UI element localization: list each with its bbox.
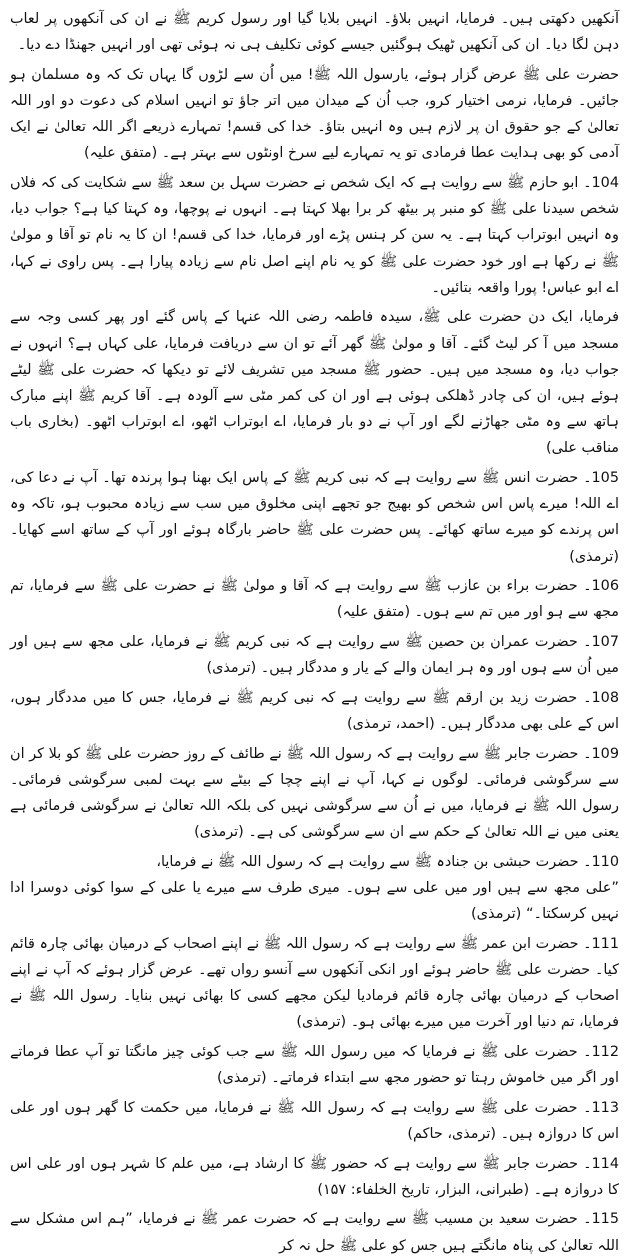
hadith-108: 108۔ حضرت زید بن ارقم ﷺ سے روایت ہے کہ نبی کریم ﷺ نے فرمایا، جس کا میں مددگار ہوں، اس کے علی بھی مددگار ہیں۔ (احمد، ترمذی) [10,689,619,733]
paragraph: فرمایا، ایک دن حضرت علی ﷺ، سیدہ فاطمہ رضی اللہ عنہا کے پاس گئے اور پھر کسی وجہ سے مسجد میں آ کر لیٹ گئے۔ آقا و مولیٰ ﷺ گھر آئے تو ان سے دریافت فرمایا، علی کہاں ہے؟ انہوں نے جواب دیا، وہ مسجد میں ہیں۔ حضور ﷺ مسجد میں تشریف لائے تو دیکھا کہ حضرت علی ﷺ لیٹے ہوئے ہیں، ان کی چادر ڈھلکی ہوئی ہے اور ان کی کمر مٹی سے آلودہ ہے۔ آقا کریم ﷺ اپنے مبارک ہاتھ سے وہ مٹی جھاڑنے لگے اور آپ نے دو بار فرمایا، اے ابوتراب اٹھو، اے ابوتراب اٹھو۔ (بخاری باب مناقب علی) [10,309,619,457]
hadith-113: 113۔ حضرت علی ﷺ سے روایت ہے کہ رسول اللہ ﷺ نے فرمایا، میں حکمت کا گھر ہوں اور علی اس کا دروازہ ہیں۔ (ترمذی، حاکم) [10,1099,619,1143]
hadith-107: 107۔ حضرت عمران بن حصین ﷺ سے روایت ہے کہ نبی کریم ﷺ نے فرمایا، علی مجھ سے ہیں اور میں اُن سے ہوں اور وہ ہر ایمان والے کے یار و مددگار ہیں۔ (ترمذی) [10,634,619,677]
paragraph: حضرت علی ﷺ عرض گزار ہوئے، یارسول اللہ ﷺ! میں اُن سے لڑوں گا یہاں تک کہ وہ مسلمان ہو جائیں۔ فرمایا، نرمی اختیار کرو، جب اُن کے میدان میں اتر جاؤ تو انہیں اسلام کی دعوت دو اور اللہ تعالیٰ کے جو حقوق ان پر لازم ہیں وہ انہیں بتاؤ۔ خدا کی قسم! تمہارے ذریعے اگر اللہ تعالیٰ نے ایک آدمی کو بھی ہدایت عطا فرمادی تو یہ تمہارے لیے سرخ اونٹوں سے بہتر ہے۔ (متفق علیہ) [10,66,619,162]
hadith-110: 110۔ حضرت حبشی بن جنادہ ﷺ سے روایت ہے کہ رسول اللہ ﷺ نے فرمایا، [156,853,619,870]
hadith-106: 106۔ حضرت براء بن عازب ﷺ سے روایت ہے کہ آقا و مولیٰ ﷺ نے حضرت علی ﷺ سے فرمایا، تم مجھ سے ہو اور میں تم سے ہوں۔ (متفق علیہ) [10,578,619,621]
hadith-110-quote: ”علی مجھ سے ہیں اور میں علی سے ہوں۔ میری طرف سے میرے یا علی کے سوا کوئی دوسرا ادا نہیں کرسکتا۔“ (ترمذی) [10,879,619,923]
paragraph: آنکھیں دکھتی ہیں۔ فرمایا، انہیں بلاؤ۔ انہیں بلایا گیا اور رسول کریم ﷺ نے ان کی آنکھوں پر لعاب دہن لگا دیا۔ ان کی آنکھیں ٹھیک ہوگئیں جیسے کوئی تکلیف ہی نہ ہوئی تھی اور انہیں جھنڈا دے دیا۔ [10,11,619,54]
hadith-111: 111۔ حضرت ابن عمر ﷺ سے روایت ہے کہ رسول اللہ ﷺ نے اپنے اصحاب کے درمیان بھائی چارہ قائم کیا۔ حضرت علی ﷺ حاضر ہوئے اور انکی آنکھوں سے آنسو رواں تھے۔ عرض گزار ہوئے کہ آپ نے اپنے اصحاب کے درمیان بھائی چارہ قائم فرمادیا لیکن مجھے کسی کا بھائی نہیں بنایا۔ رسول اللہ ﷺ نے فرمایا، تم دنیا اور آخرت میں میرے بھائی ہو۔ (ترمذی) [10,935,619,1031]
hadith-109: 109۔ حضرت جابر ﷺ سے روایت ہے کہ رسول اللہ ﷺ نے طائف کے روز حضرت علی ﷺ کو بلا کر ان سے سرگوشی فرمائی۔ لوگوں نے کہا، آپ نے اپنے چچا کے بیٹے سے بہت لمبی سرگوشی فرمائی۔ رسول اللہ ﷺ نے فرمایا، میں نے اُن سے سرگوشی نہیں کی بلکہ اللہ تعالیٰ نے سرگوشی فرمائی ہے یعنی میں نے اللہ تعالیٰ کے حکم سے ان سے سرگوشی کی ہے۔ (ترمذی) [10,745,619,841]
hadith-114: 114۔ حضرت جابر ﷺ سے روایت ہے کہ حضور ﷺ کا ارشاد ہے، میں علم کا شہر ہوں اور علی اس کا دروازہ ہے۔ (طبرانی، البزار، تاریخ الخلفاء: ۱۵۷) [10,1155,619,1198]
hadith-115: 115۔ حضرت سعید بن مسیب ﷺ سے روایت ہے کہ حضرت عمر ﷺ نے فرمایا، ”ہم اس مشکل سے اللہ تعالیٰ کی پناہ مانگتے ہیں جس کو علی ﷺ حل نہ کر [10,1211,619,1254]
hadith-112: 112۔ حضرت علی ﷺ نے فرمایا کہ میں رسول اللہ ﷺ سے جب کوئی چیز مانگتا تو آپ عطا فرماتے اور اگر میں خاموش رہتا تو حضور مجھ سے ابتداء فرماتے۔ (ترمذی) [10,1044,619,1087]
hadith-104: 104۔ ابو حازم ﷺ سے روایت ہے کہ ایک شخص نے حضرت سہل بن سعد ﷺ سے شکایت کی کہ فلاں شخص سیدنا علی ﷺ کو منبر پر بیٹھ کر برا بھلا کہتا ہے۔ انہوں نے پوچھا، وہ کہتا کیا ہے؟ جواب دیا، وہ انہیں ابوتراب کہتا ہے۔ یہ سن کر ہنس پڑے اور فرمایا، خدا کی قسم! ان کا یہ نام تو آقا و مولیٰ ﷺ نے رکھا ہے اور خود حضرت علی ﷺ کو یہ نام اپنے اصل نام سے زیادہ پیارا ہے۔ پس راوی نے کہا، اے ابو عباس! پورا واقعہ بتائیں۔ [10,175,619,296]
hadith-105: 105۔ حضرت انس ﷺ سے روایت ہے کہ نبی کریم ﷺ کے پاس ایک بھنا ہوا پرندہ تھا۔ آپ نے دعا کی، اے اللہ! میرے پاس اس شخص کو بھیج جو تجھے اپنی مخلوق میں سب سے زیادہ محبوب ہو، تاکہ وہ اس پرندے کو میرے ساتھ کھائے۔ پس حضرت علی ﷺ حاضر بارگاہ ہوئے اور آپ کے ساتھ اسے کھایا۔ (ترمذی) [10,470,619,565]
